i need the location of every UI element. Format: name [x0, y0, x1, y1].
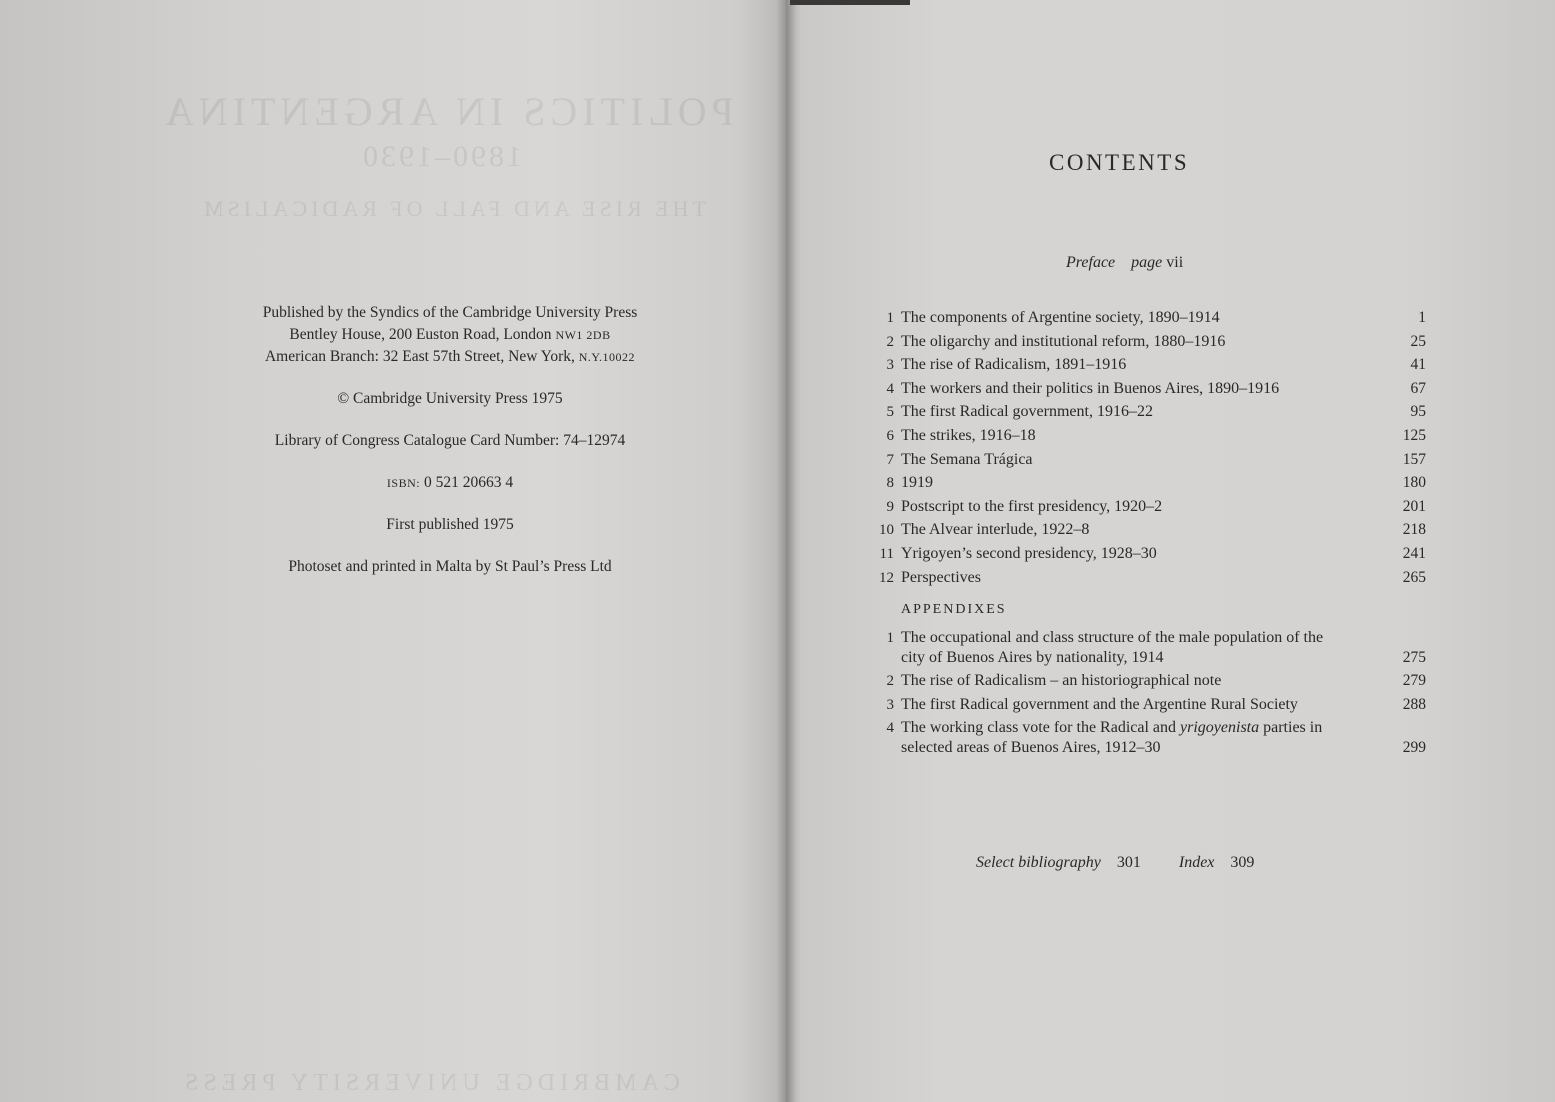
chapter-entry-title: The components of Argentine society, 1890–1914: [901, 309, 1220, 326]
chapter-entry: [870, 520, 1426, 540]
chapter-list: [870, 308, 1426, 588]
chapter-entry: [870, 355, 1426, 375]
imprint-block: [200, 302, 700, 578]
table-of-contents: [870, 308, 1426, 762]
index-page: 309: [1230, 854, 1255, 871]
appendix-entry-title-part: The working class vote for the Radical and: [901, 719, 1181, 737]
chapter-entry-title: The Alvear interlude, 1922–8: [901, 521, 1090, 539]
isbn-label: ISBN:: [386, 476, 421, 490]
chapter-entry-number: 3: [886, 357, 894, 374]
chapter-entry-title: The rise of Radicalism, 1891–1916: [901, 356, 1127, 374]
publisher-line: Published by the Syndics of the Cambridge University Press: [262, 304, 638, 321]
appendix-entry: [870, 695, 1426, 715]
chapter-entry: [870, 450, 1426, 470]
appendix-entry-number: 1: [886, 629, 894, 646]
zip-code: N.Y.10022: [578, 350, 636, 364]
appendixes-heading: APPENDIXES: [901, 601, 1007, 617]
chapter-entry-title: 1919: [901, 474, 933, 492]
first-published-line: First published 1975: [386, 516, 514, 533]
chapter-entry-page: 241: [1402, 544, 1426, 562]
chapter-entry-page: 25: [1410, 332, 1426, 350]
bleed-through-title: POLITICS IN ARGENTINA: [160, 89, 734, 134]
back-matter-line: [976, 854, 1254, 872]
appendix-entry-number: 3: [886, 696, 894, 713]
chapter-entry-number: 4: [886, 380, 894, 397]
bibliography-page: 301: [1116, 854, 1141, 871]
page-top-edge: [790, 0, 910, 5]
address-line: [200, 324, 700, 346]
chapter-entry-number: 9: [886, 498, 894, 515]
chapter-entry-page: 1: [1418, 309, 1426, 326]
chapter-entry: [870, 332, 1426, 352]
index-label: Index: [1178, 854, 1215, 871]
book-spine: [776, 0, 796, 1102]
address-text: Bentley House, 200 Euston Road, London: [289, 326, 556, 343]
preface-page: page vii: [1131, 254, 1184, 271]
chapter-entry-number: 8: [886, 475, 894, 492]
appendix-list: [870, 628, 1426, 759]
chapter-entry-number: 5: [886, 404, 894, 421]
chapter-entry-number: 12: [879, 569, 894, 586]
appendix-entry-title: The rise of Radicalism – an historiographical note: [901, 672, 1222, 690]
appendix-entry-title: The first Radical government and the Argentine Rural Society: [901, 695, 1298, 713]
preface-label: Preface: [1066, 254, 1116, 271]
bleed-through-publisher: CAMBRIDGE UNIVERSITY PRESS: [180, 1070, 680, 1096]
chapter-entry-number: 6: [886, 427, 894, 444]
preface-entry: [1066, 254, 1183, 272]
isbn-line: [200, 472, 700, 494]
appendix-entry-title-italic: yrigoyenista: [1180, 719, 1260, 737]
chapter-entry-page: 157: [1402, 450, 1426, 468]
chapter-entry-title: The workers and their politics in Buenos Aires, 1890–1916: [901, 379, 1280, 397]
chapter-entry-page: 125: [1402, 426, 1426, 444]
chapter-entry-title: Yrigoyen’s second presidency, 1928–30: [901, 544, 1157, 562]
chapter-entry-number: 2: [886, 333, 894, 350]
appendix-entry: [870, 718, 1426, 758]
chapter-entry: [870, 497, 1426, 517]
chapter-entry: [870, 308, 1426, 328]
chapter-entry: [870, 379, 1426, 399]
chapter-entry-page: 265: [1402, 568, 1426, 586]
contents-title: CONTENTS: [1049, 150, 1190, 175]
chapter-entry: [870, 402, 1426, 422]
chapter-entry-title: The strikes, 1916–18: [901, 426, 1036, 444]
chapter-entry-title: The oligarchy and institutional reform, 1880–1916: [901, 332, 1226, 350]
appendix-entry-page: 299: [1402, 739, 1426, 757]
appendix-entry-page: 279: [1402, 672, 1426, 690]
bleed-through-dates: 1890–1930: [360, 140, 522, 173]
bibliography-label: Select bibliography: [976, 854, 1101, 871]
appendix-entry-page: 288: [1402, 695, 1426, 713]
chapter-entry-page: 95: [1410, 403, 1426, 421]
chapter-entry-page: 67: [1410, 379, 1426, 397]
appendix-entry-number: 4: [886, 720, 894, 737]
chapter-entry: [870, 568, 1426, 588]
appendix-entry-title-part: parties in selected areas of Buenos Aires, 1912–30: [901, 719, 1323, 757]
chapter-entry-page: 201: [1402, 497, 1426, 515]
chapter-entry-number: 1: [886, 310, 894, 326]
chapter-entry: [870, 473, 1426, 493]
chapter-entry-title: The first Radical government, 1916–22: [901, 403, 1153, 421]
appendix-entry-title: [901, 718, 1386, 758]
printer-line: Photoset and printed in Malta by St Paul’s Press Ltd: [288, 558, 612, 575]
appendix-entry-title: The occupational and class structure of the male population of the city of Buenos Aires by nationality, 1914: [901, 628, 1324, 666]
american-branch-line: [200, 346, 700, 368]
isbn-value: 0 521 20663 4: [423, 474, 514, 491]
chapter-entry-number: 11: [879, 545, 894, 562]
lccn-line: Library of Congress Catalogue Card Number: 74–12974: [274, 432, 626, 449]
chapter-entry-page: 41: [1410, 356, 1426, 374]
chapter-entry-number: 7: [886, 451, 894, 468]
appendix-entry-number: 2: [886, 673, 894, 690]
american-branch-text: American Branch: 32 East 57th Street, New York,: [264, 348, 579, 365]
postcode: NW1 2DB: [555, 328, 611, 342]
chapter-entry-page: 180: [1402, 474, 1426, 492]
chapter-entry-title: Postscript to the first presidency, 1920–2: [901, 497, 1163, 515]
chapter-entry: [870, 544, 1426, 564]
chapter-entry-number: 10: [879, 522, 894, 539]
chapter-entry-title: The Semana Trágica: [901, 450, 1033, 468]
bleed-through-subtitle: THE RISE AND FALL OF RADICALISM: [200, 196, 706, 221]
chapter-entry-page: 218: [1402, 521, 1426, 539]
appendix-entry-page: 275: [1402, 648, 1426, 666]
appendix-entry: [870, 671, 1426, 691]
chapter-entry: [870, 426, 1426, 446]
chapter-entry-title: Perspectives: [901, 568, 981, 586]
appendix-entry: [870, 628, 1426, 668]
copyright-line: © Cambridge University Press 1975: [337, 390, 563, 407]
